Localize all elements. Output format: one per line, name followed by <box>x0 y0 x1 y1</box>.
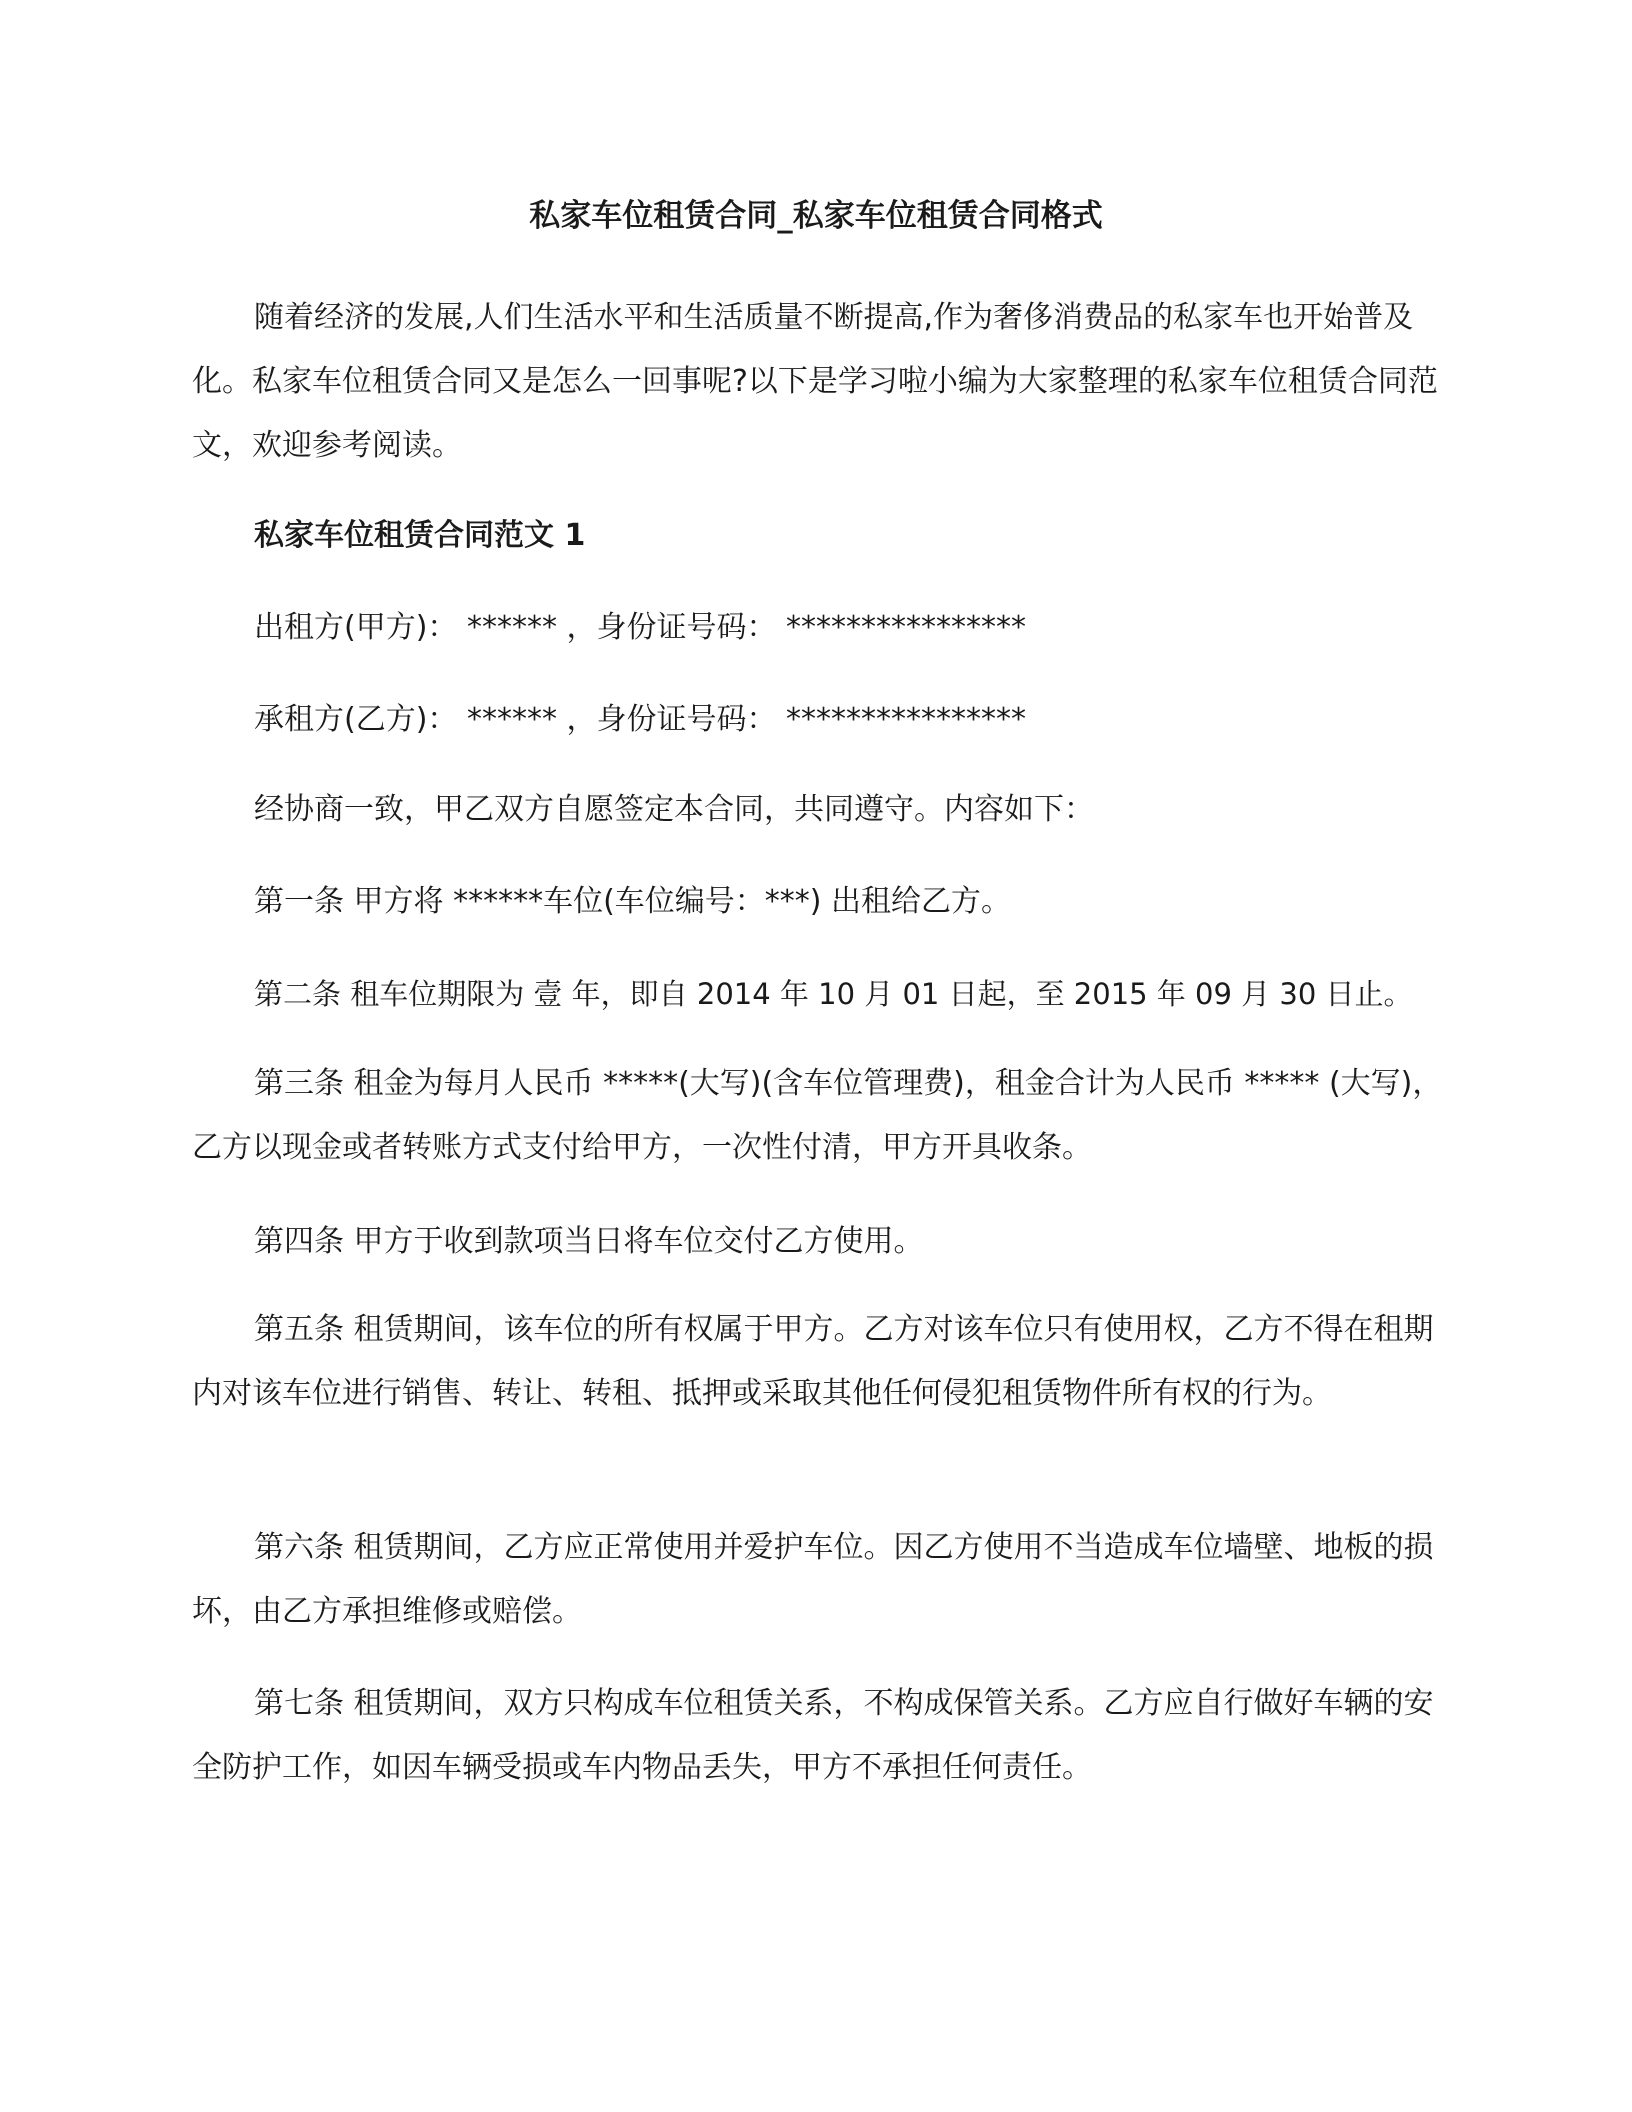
article-2: 第二条 租车位期限为 壹 年，即自 2014 年 10 月 01 日起，至 2015 年 09 月 30 日止。 <box>254 977 1413 1011</box>
document-title: 私家车位租赁合同_私家车位租赁合同格式 <box>529 198 1103 234</box>
article-6: 第六条 租赁期间，乙方应正常使用并爱护车位。因乙方使用不当造成车位墙壁、地板的损坏，由乙方承担维修或赔偿。 <box>192 1530 1434 1629</box>
article-1: 第一条 甲方将 ******车位(车位编号：***) 出租给乙方。 <box>254 884 1012 919</box>
article-3: 第三条 租金为每月人民币 *****(大写)(含车位管理费)，租金合计为人民币 ***** (大写)，乙方以现金或者转账方式支付给甲方，一次性付清，甲方开具收条。 <box>192 1066 1443 1165</box>
preamble-line: 经协商一致，甲乙双方自愿签定本合同，共同遵守。内容如下： <box>254 792 1094 827</box>
section-heading: 私家车位租赁合同范文 1 <box>254 518 586 553</box>
article-7: 第七条 租赁期间，双方只构成车位租赁关系，不构成保管关系。乙方应自行做好车辆的安全防护工作，如因车辆受损或车内物品丢失，甲方不承担任何责任。 <box>192 1686 1434 1785</box>
lessee-line: 承租方(乙方)： ****** ，身份证号码： **************** <box>254 702 1027 737</box>
article-4: 第四条 甲方于收到款项当日将车位交付乙方使用。 <box>254 1224 924 1259</box>
intro-paragraph: 随着经济的发展,人们生活水平和生活质量不断提高,作为奢侈消费品的私家车也开始普及化。私家车位租赁合同又是怎么一回事呢?以下是学习啦小编为大家整理的私家车位租赁合同范文，欢迎参考阅读。 <box>192 300 1438 463</box>
article-5: 第五条 租赁期间，该车位的所有权属于甲方。乙方对该车位只有使用权，乙方不得在租期内对该车位进行销售、转让、转租、抵押或采取其他任何侵犯租赁物件所有权的行为。 <box>192 1312 1434 1411</box>
lessor-line: 出租方(甲方)： ****** ，身份证号码： **************** <box>254 610 1027 645</box>
